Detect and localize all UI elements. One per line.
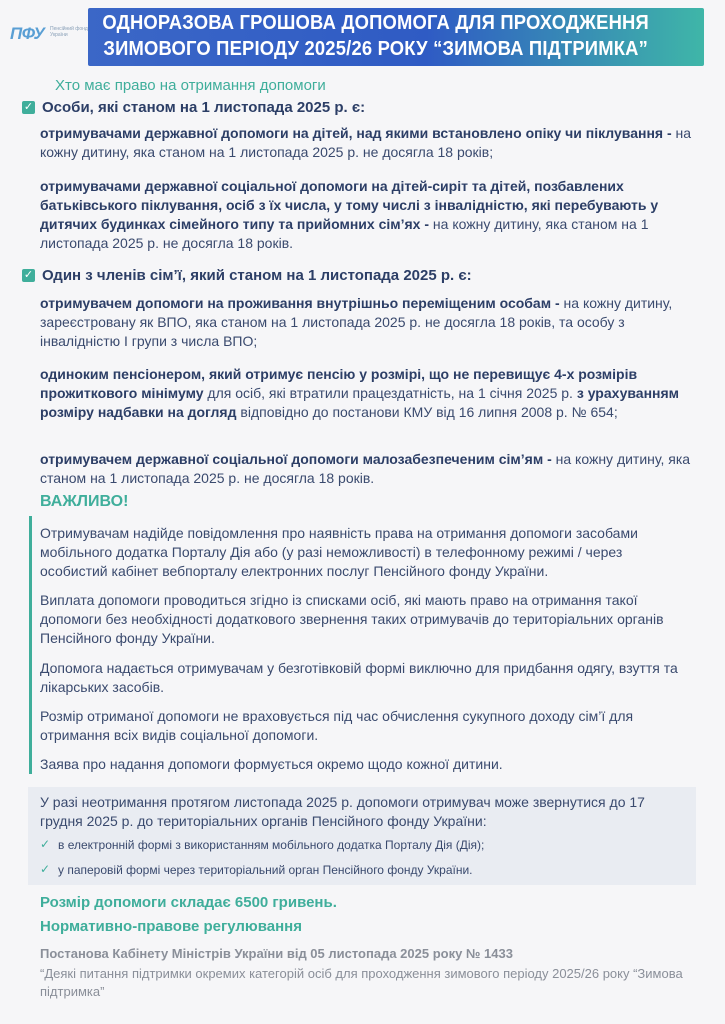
check-icon: ✓ [40, 837, 51, 851]
title-line-1: ОДНОРАЗОВА ГРОШОВА ДОПОМОГА ДЛЯ ПРОХОДЖЕННЯ [102, 12, 649, 34]
decree-title: “Деякі питання підтримки окремих категорій осіб для проходження зимового періоду 2025/26 року “Зимова підтримка” [40, 966, 683, 999]
title-line-2: ЗИМОВОГО ПЕРІОДУ 2025/26 РОКУ “ЗИМОВА ПІДТРИМКА” [103, 38, 648, 60]
group2-item3-rest: на кожну дитину, яка станом на 1 листопада 2025 р. не досягла 18 років. [40, 451, 691, 486]
group2-lead: Один з членів сім’ї, який станом на 1 листопада 2025 р. є: [42, 267, 472, 284]
group2-item2-bold: одиноким пенсіонером, який отримує пенсію у розмірі, що не перевищує 4-х розмірів прожиткового мінімуму [40, 366, 638, 401]
group1-lead: Особи, які станом на 1 листопада 2025 р. є: [42, 99, 366, 116]
group2-item1-bold: отримувачем допомоги на проживання внутрішньо переміщеним особам - [40, 295, 560, 311]
group1-item2 [40, 177, 680, 253]
appeal-option-1: в електронній формі з використанням мобільного додатка Порталу Дія (Дія); [58, 838, 485, 852]
decree-reference: Постанова Кабінету Міністрів України від 05 листопада 2025 року № 1433 [40, 946, 513, 961]
amount-text: Розмір допомоги складає 6500 гривень. [40, 894, 337, 911]
group1-item1 [40, 124, 695, 162]
group2-item2-rest: відповідно до постанови КМУ від 16 липня 2008 р. № 654; [240, 404, 618, 420]
logo-mark: ПФУ [10, 24, 45, 43]
important-p1: Отримувачам надійде повідомлення про наявність права на отримання допомоги засобами мобільного додатка Порталу Дія або (у разі неможливості) в телефонному режимі / через особистий кабінет вебпорталу електронних послуг Пенсійного фонду України. [40, 525, 638, 579]
appeal-text: У разі неотримання протягом листопада 2025 р. допомоги отримувач може звернутися до 17 грудня 2025 р. до територіальних органів Пенсійного фонду України: [40, 794, 645, 829]
group2-item3-bold: отримувачем державної соціальної допомоги малозабезпеченим сім’ям - [40, 451, 552, 467]
group2-item2 [40, 365, 700, 422]
appeal-option-2: у паперовій формі через територіальний орган Пенсійного фонду України. [58, 863, 473, 877]
check-icon: ✓ [40, 862, 51, 876]
important-p5: Заява про надання допомоги формується окремо щодо кожної дитини. [40, 756, 503, 772]
important-p4: Розмір отриманої допомоги не враховується під час обчислення сукупного доходу сім’ї для отримання всіх видів соціальної допомоги. [40, 708, 634, 743]
page-title [96, 10, 655, 62]
group2-item2-bold2: з урахуванням розміру надбавки на догляд [40, 385, 680, 420]
group1-item1-bold: отримувачами державної допомоги на дітей, над якими встановлено опіку чи піклування - [40, 125, 672, 141]
important-p3: Допомога надається отримувачам у безготівковій формі виключно для придбання одягу, взуття та лікарських засобів. [40, 660, 678, 695]
regulation-title: Нормативно-правове регулювання [40, 918, 302, 935]
group2-item3 [40, 450, 700, 488]
logo-text: Пенсійний фонд України [50, 26, 88, 38]
group2-item1-rest: на кожну дитину, зареєстровану як ВПО, яка станом на 1 листопада 2025 р. не досягла 18 років, та особу з інвалідністю I групи з числа ВПО; [40, 295, 673, 349]
checkbox-icon: ✓ [23, 101, 34, 113]
eligibility-title: Хто має право на отримання допомоги [55, 77, 326, 94]
important-p2: Виплата допомоги проводиться згідно із списками осіб, які мають право на отримання такої допомоги без необхідності додаткового звернення таких отримувачів до територіальних органів Пенсійного фонду України. [40, 592, 664, 646]
important-accent-bar [29, 516, 32, 774]
important-title: ВАЖЛИВО! [40, 493, 129, 510]
group1-item1-rest: на кожну дитину, яка станом на 1 листопада 2025 р. не досягла 18 років; [40, 125, 692, 160]
group2-item2-mid: для осіб, які втратили працездатність, на 1 січня 2025 р. [207, 385, 573, 401]
group1-item2-bold: отримувачами державної соціальної допомоги на дітей-сиріт та дітей, позбавлених батьківського піклування, осіб з їх числа, у тому числі з інвалідністю, які перебувають у дитячих будинках сімейного типу та прийомних сім’ях - [40, 178, 659, 232]
checkbox-icon: ✓ [23, 269, 34, 281]
group2-item1 [40, 294, 700, 351]
group1-item2-rest: на кожну дитину, яка станом на 1 листопада 2025 р. не досягла 18 років. [40, 216, 649, 251]
